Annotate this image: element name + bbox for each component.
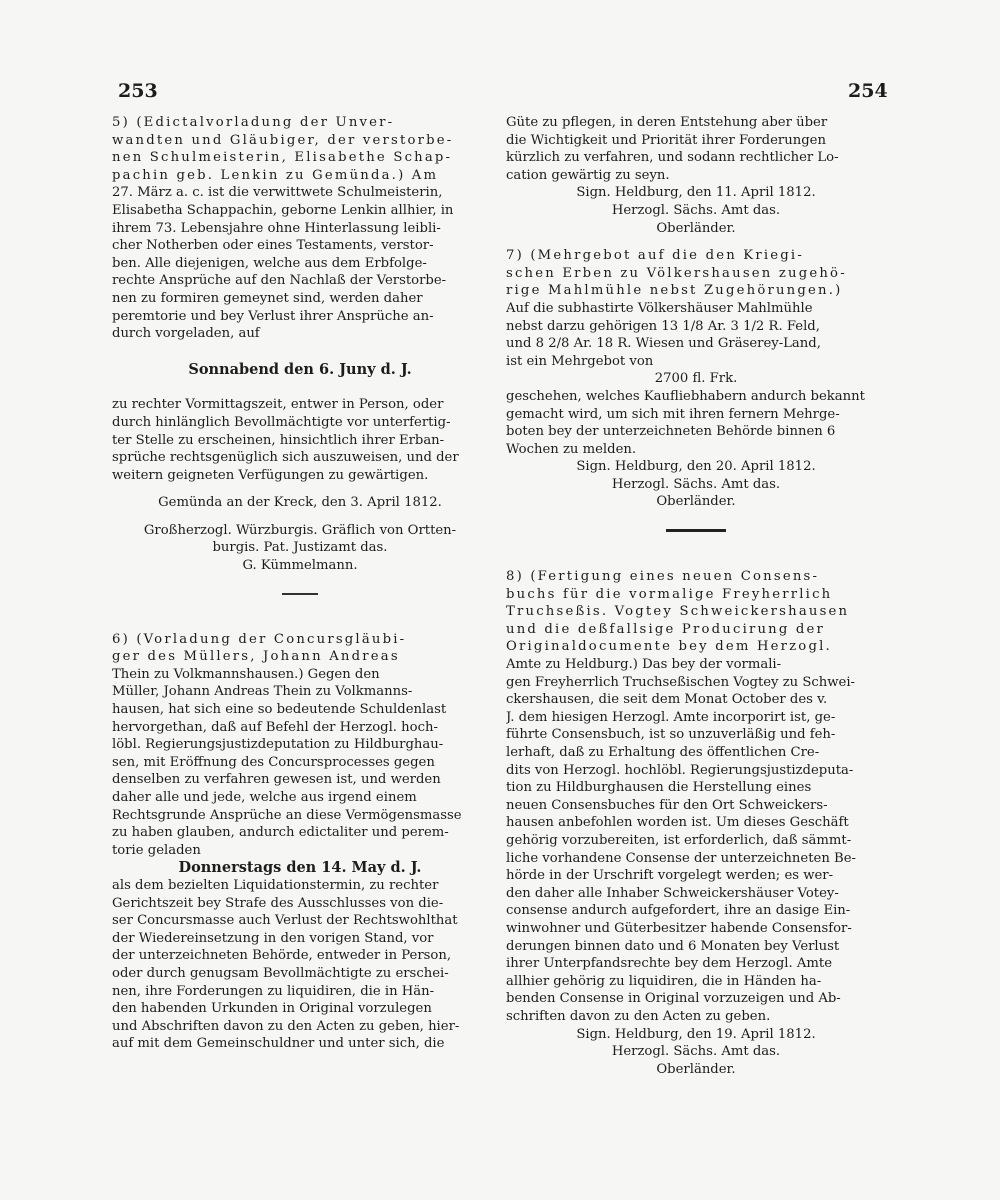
left-column [112, 114, 488, 1053]
notice-line: nen Schulmeisterin, Elisabethe Schap- [112, 150, 453, 166]
notice-line: winwohner und Güterbesitzer habende Consensfor- [506, 920, 852, 936]
notice-line: kürzlich zu verfahren, und sodann rechtlicher Lo- [506, 150, 839, 166]
notice-5-signature: G. Kümmelmann. [242, 558, 358, 574]
notice-line: schriften davon zu den Acten zu geben. [506, 1008, 771, 1024]
notice-line: Wochen zu melden. [506, 441, 637, 457]
notice-line: den habenden Urkunden in Original vorzulegen [112, 1001, 432, 1017]
right-column [506, 114, 886, 1078]
notice-line: dits von Herzogl. hochlöbl. Regierungsjustizdeputa- [506, 762, 854, 778]
notice-line: daher alle und jede, welche aus irgend einem [112, 790, 417, 805]
notice-line: allhier gehörig zu liquidiren, die in Händen ha- [506, 973, 822, 989]
notice-5-date: Sonnabend den 6. Juny d. J. [188, 360, 412, 378]
notice-line: ihrer Unterpfandsrechte bey dem Herzogl. Amte [506, 956, 833, 972]
notice-line: Rechtsgrunde Ansprüche an diese Vermögensmasse [112, 807, 462, 823]
notice-line: hörde in der Urschrift vorgelegt werden; es wer- [506, 868, 834, 884]
notice-5 [112, 114, 488, 343]
notice-line: hausen anbefohlen worden ist. Um dieses Geschäft [506, 815, 849, 831]
notice-6-body [112, 877, 488, 1053]
notice-line: Truchseßis. Vogtey Schweickershausen [506, 604, 850, 620]
notice-line: lerhaft, daß zu Erhaltung des öffentlichen Cre- [506, 745, 820, 760]
notice-line: peremtorie und bey Verlust ihrer Ansprüche an- [112, 308, 434, 324]
notice-line: Güte zu pflegen, in deren Entstehung aber über [506, 115, 828, 130]
notice-line: zu rechter Vormittagszeit, entwer in Person, oder [112, 397, 444, 413]
notice-line: nen, ihre Forderungen zu liquidiren, die in Hän- [112, 983, 435, 999]
notice-line: ben. Alle diejenigen, welche aus dem Erbfolge- [112, 255, 427, 271]
notice-8-place-date: Sign. Heldburg, den 19. April 1812. [576, 1026, 816, 1042]
notice-line: cation gewärtig zu seyn. [506, 167, 670, 183]
notice-line: nen zu formiren gemeynet sind, werden daher [112, 290, 423, 306]
notice-line: und die deßfallsige Producirung der [506, 621, 826, 637]
notice-line: denselben zu verfahren gewesen ist, und werden [112, 772, 441, 788]
notice-line: 6) (Vorladung der Concursgläubi- [112, 631, 407, 647]
notice-line: Müller, Johann Andreas Thein zu Volkmanns- [112, 684, 413, 700]
notice-7-body [506, 388, 886, 458]
notice-6-date: Donnerstags den 14. May d. J. [178, 859, 422, 877]
notice-5-body [112, 396, 488, 484]
notice-line: rechte Ansprüche auf den Nachlaß der Verstorbe- [112, 273, 447, 289]
notice-line: derungen binnen dato und 6 Monaten bey Verlust [506, 938, 840, 954]
notice-line: tion zu Hildburghausen die Herstellung eines [506, 780, 812, 796]
notice-line: zu haben glauben, andurch edictaliter und perem- [112, 825, 449, 841]
authority-line: Großherzogl. Würzburgis. Gräflich von Ortten- [143, 522, 457, 538]
notice-line: ter Stelle zu erscheinen, hinsichtlich ihrer Erban- [112, 432, 445, 448]
notice-line: und 8 2/8 Ar. 18 R. Wiesen und Gräserey-Land, [506, 336, 821, 352]
notice-6-signature: Oberländer. [656, 220, 736, 236]
authority-line: burgis. Pat. Justizamt das. [212, 540, 388, 556]
notice-line: hervorgethan, daß auf Befehl der Herzogl. hoch- [112, 719, 438, 735]
notice-line: Originaldocumente bey dem Herzogl. [506, 639, 832, 655]
notice-line: oder durch genugsam Bevollmächtigte zu erschei- [112, 965, 449, 981]
notice-line: gen Freyherrlich Truchseßischen Vogtey zu Schwei- [506, 674, 856, 690]
notice-line: gehörig vorzubereiten, ist erforderlich, daß sämmt- [506, 832, 852, 848]
notice-8 [506, 568, 886, 1025]
notice-line: benden Consense in Original vorzuzeigen und Ab- [506, 991, 841, 1007]
notice-8-signature: Oberländer. [656, 1061, 736, 1077]
notice-line: Elisabetha Schappachin, geborne Lenkin allhier, in [112, 202, 454, 218]
notice-6-place-date: Sign. Heldburg, den 11. April 1812. [576, 185, 816, 201]
notice-line: 7) (Mehrgebot auf die den Kriegi- [506, 248, 805, 264]
page-number-left: 253 [118, 80, 158, 102]
notice-line: neuen Consensbuches für den Ort Schweickers- [506, 797, 828, 813]
notice-line: der Wiedereinsetzung in den vorigen Stand, vor [112, 930, 434, 946]
notice-6 [112, 631, 488, 860]
notice-line: liche vorhandene Consense der unterzeichneten Be- [506, 850, 856, 866]
notice-line: buchs für die vormalige Freyherrlich [506, 586, 833, 602]
notice-line: durch vorgeladen, auf [112, 326, 260, 342]
notice-7-amount: 2700 fl. Frk. [654, 371, 738, 387]
notice-6-continued [506, 114, 886, 184]
notice-line: als dem bezielten Liquidationstermin, zu rechter [112, 877, 439, 893]
notice-line: sen, mit Eröffnung des Concursprocesses gegen [112, 754, 435, 770]
notice-line: ser Concursmasse auch Verlust der Rechtswohlthat [112, 913, 458, 929]
notice-line: ckershausen, die seit dem Monat October des v. [506, 692, 828, 708]
notice-line: ist ein Mehrgebot von [506, 353, 654, 369]
notice-7 [506, 247, 886, 370]
notice-5-place-date: Gemünda an der Kreck, den 3. April 1812. [158, 495, 442, 511]
notice-line: sprüche rechtsgenüglich sich auszuweisen, und der [112, 450, 459, 466]
notice-7-authority: Herzogl. Sächs. Amt das. [611, 476, 781, 492]
notice-line: pachin geb. Lenkin zu Gemünda.) Am [112, 167, 439, 183]
notice-line: boten bey der unterzeichneten Behörde binnen 6 [506, 424, 836, 440]
notice-line: torie geladen [112, 842, 201, 858]
notice-line: 8) (Fertigung eines neuen Consens- [506, 569, 820, 585]
notice-line: auf mit dem Gemeinschuldner und unter sich, die [112, 1036, 445, 1052]
page-number-right: 254 [848, 80, 888, 102]
notice-line: ger des Müllers, Johann Andreas [112, 649, 400, 665]
notice-7-place-date: Sign. Heldburg, den 20. April 1812. [576, 459, 816, 475]
notice-6-authority: Herzogl. Sächs. Amt das. [611, 202, 781, 218]
notice-line: consense andurch aufgefordert, ihre an dasige Ein- [506, 903, 851, 919]
notice-line: gemacht wird, um sich mit ihren fernern Mehrge- [506, 406, 840, 422]
notice-line: Thein zu Volkmannshausen.) Gegen den [112, 666, 380, 682]
notice-line: führte Consensbuch, ist so unzuverläßig und feh- [506, 727, 836, 743]
notice-line: schen Erben zu Völkershausen zugehö- [506, 265, 847, 281]
notice-line: nebst darzu gehörigen 13 1/8 Ar. 3 1/2 R. Feld, [506, 318, 820, 334]
notice-line: ihrem 73. Lebensjahre ohne Hinterlassung leibli- [112, 220, 441, 236]
notice-line: 5) (Edictalvorladung der Unver- [112, 115, 395, 130]
notice-line: weitern geigneten Verfügungen zu gewärtigen. [112, 467, 429, 483]
notice-5-authority [112, 522, 488, 557]
notice-line: der unterzeichneten Behörde, entweder in Person, [112, 948, 452, 964]
notice-line: Auf die subhastirte Völkershäuser Mahlmühle [506, 300, 813, 316]
notice-line: cher Notherben oder eines Testaments, verstor- [112, 238, 434, 254]
notice-line: durch hinlänglich Bevollmächtigte vor unterfertig- [112, 414, 451, 430]
notice-line: Gerichtszeit bey Strafe des Ausschlusses von die- [112, 895, 444, 911]
notice-line: die Wichtigkeit und Priorität ihrer Forderungen [506, 132, 826, 148]
notice-line: 27. März a. c. ist die verwittwete Schulmeisterin, [112, 185, 443, 201]
notice-7-signature: Oberländer. [656, 494, 736, 510]
notice-line: löbl. Regierungsjustizdeputation zu Hildburghau- [112, 737, 444, 753]
notice-line: J. dem hiesigen Herzogl. Amte incorporirt ist, ge- [506, 709, 836, 725]
notice-8-authority: Herzogl. Sächs. Amt das. [611, 1044, 781, 1060]
notice-line: hausen, hat sich eine so bedeutende Schuldenlast [112, 702, 447, 718]
notice-line: wandten und Gläubiger, der verstorbe- [112, 132, 454, 148]
notice-line: den daher alle Inhaber Schweickershäuser Votey- [506, 885, 839, 901]
notice-line: geschehen, welches Kaufliebhabern andurch bekannt [506, 388, 865, 404]
notice-line: Amte zu Heldburg.) Das bey der vormali- [506, 657, 782, 673]
notice-line: rige Mahlmühle nebst Zugehörungen.) [506, 283, 843, 299]
notice-line: und Abschriften davon zu den Acten zu geben, hier- [112, 1018, 460, 1034]
